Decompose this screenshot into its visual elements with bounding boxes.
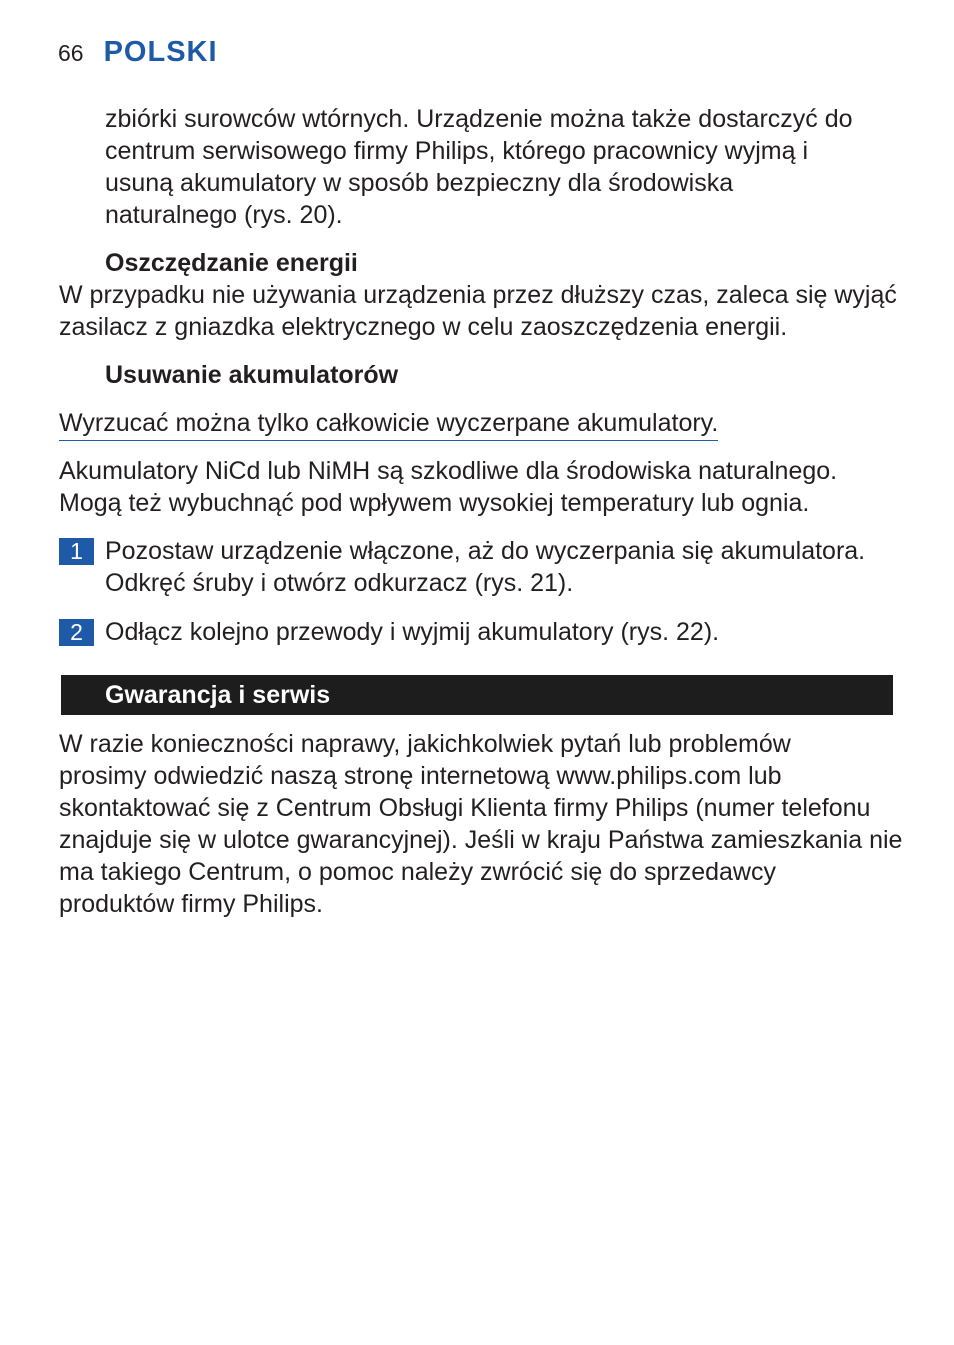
text-line: Mogą też wybuchnąć pod wpływem wysokiej temperatury lub ognia. xyxy=(59,489,810,517)
step-number-badge: 1 xyxy=(59,538,94,565)
page-number: 66 xyxy=(58,40,84,66)
text-line: W razie konieczności naprawy, jakichkolwiek pytań lub problemów xyxy=(59,730,791,758)
energy-paragraph xyxy=(59,279,899,343)
step-text xyxy=(105,616,719,648)
text-line: Akumulatory NiCd lub NiMH są szkodliwe dla środowiska naturalnego. xyxy=(59,457,838,485)
batteries-paragraph xyxy=(59,455,899,519)
step-text xyxy=(105,535,865,599)
text-line: Pozostaw urządzenie włączone, aż do wyczerpania się akumulatora. xyxy=(105,537,866,565)
warranty-section-bar xyxy=(61,675,893,715)
step-2 xyxy=(59,616,899,648)
text-line: zbiórki surowców wtórnych. Urządzenie można także dostarczyć do xyxy=(105,105,853,133)
text-line: usuną akumulatory w sposób bezpieczny dla środowiska xyxy=(105,169,734,197)
text-line: centrum serwisowego firmy Philips, którego pracownicy wyjmą i xyxy=(105,137,809,165)
text-line: prosimy odwiedzić naszą stronę internetową www.philips.com lub xyxy=(59,762,782,790)
text-line: znajduje się w ulotce gwarancyjnej). Jeśli w kraju Państwa zamieszkania nie xyxy=(59,826,903,854)
step-number-badge: 2 xyxy=(59,619,94,646)
battery-warning: Wyrzucać można tylko całkowicie wyczerpane akumulatory. xyxy=(59,407,718,441)
step-1 xyxy=(59,535,899,599)
text-line: skontaktować się z Centrum Obsługi Klienta firmy Philips (numer telefonu xyxy=(59,794,871,822)
warranty-paragraph xyxy=(59,728,903,920)
warranty-heading: Gwarancja i serwis xyxy=(105,681,331,709)
energy-heading: Oszczędzanie energii xyxy=(105,249,358,277)
page-header xyxy=(58,36,218,72)
language-title: POLSKI xyxy=(103,36,218,68)
text-line: Odłącz kolejno przewody i wyjmij akumulatory (rys. 22). xyxy=(105,618,720,646)
text-line: zasilacz z gniazdka elektrycznego w celu zaoszczędzenia energii. xyxy=(59,313,788,341)
text-line: ma takiego Centrum, o pomoc należy zwrócić się do sprzedawcy xyxy=(59,858,776,886)
text-line: produktów firmy Philips. xyxy=(59,890,323,918)
text-line: W przypadku nie używania urządzenia przez dłuższy czas, zaleca się wyjąć xyxy=(59,281,897,309)
text-line: Odkręć śruby i otwórz odkurzacz (rys. 21). xyxy=(105,569,574,597)
intro-paragraph xyxy=(105,103,905,231)
batteries-heading: Usuwanie akumulatorów xyxy=(105,361,399,389)
text-line: naturalnego (rys. 20). xyxy=(105,201,343,229)
